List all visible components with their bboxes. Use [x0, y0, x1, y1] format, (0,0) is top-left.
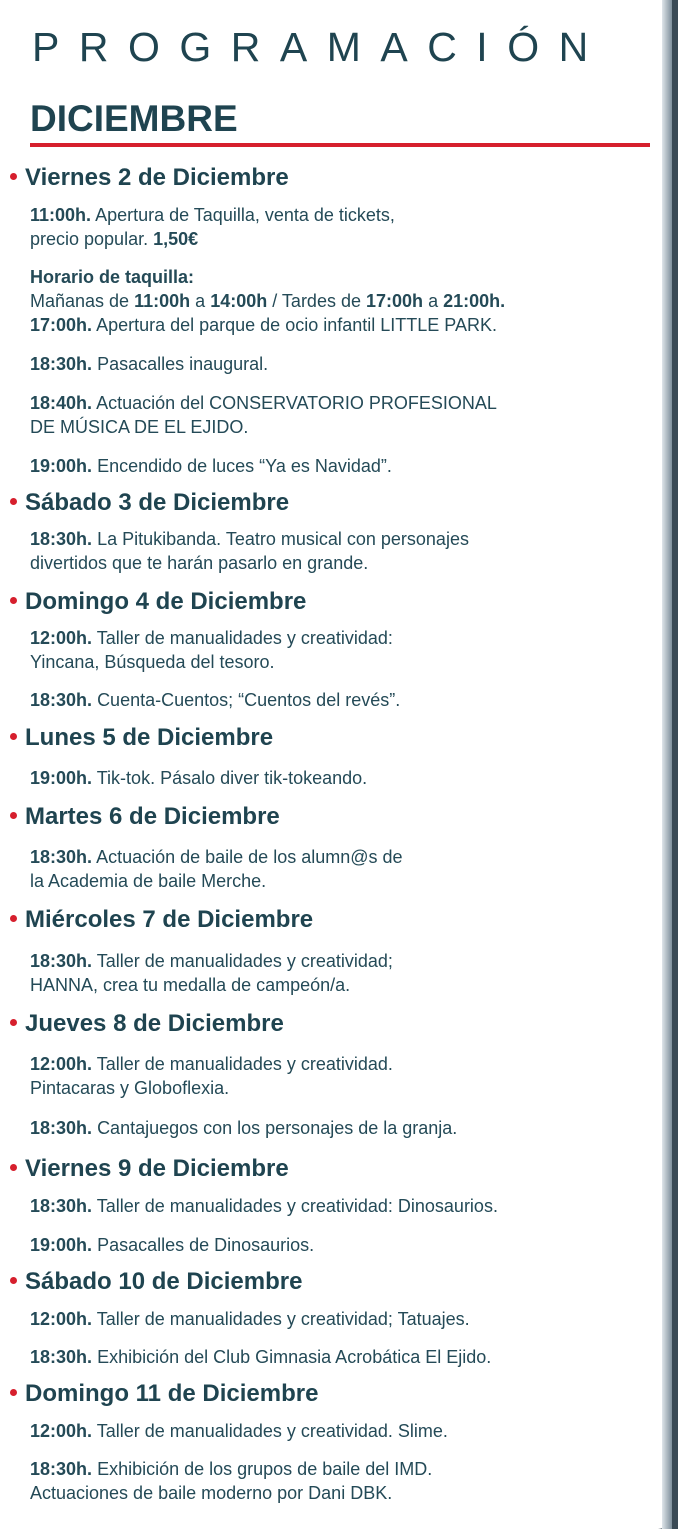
event-text: Apertura del parque de ocio infantil LITTLE PARK.	[96, 315, 497, 335]
event-item	[30, 203, 650, 251]
hours-label: / Tardes de	[272, 291, 361, 311]
day-title: Jueves 8 de Diciembre	[25, 1010, 284, 1037]
event-item	[30, 352, 650, 376]
day-heading	[8, 1155, 658, 1183]
day-title: Sábado 3 de Diciembre	[25, 489, 290, 516]
event-time: 19:00h.	[30, 1235, 93, 1255]
day-title: Martes 6 de Diciembre	[25, 803, 280, 830]
event-text-continued: Actuaciones de baile moderno por Dani DBK.	[30, 1483, 393, 1503]
ticket-hours	[30, 265, 650, 337]
event-item	[30, 527, 650, 575]
bullet-icon	[10, 1164, 17, 1171]
day-title: Miércoles 7 de Diciembre	[25, 906, 314, 933]
event-text-continued: Pintacaras y Globoflexia.	[30, 1078, 230, 1098]
event-text: Actuación de baile de los alumn@s de	[96, 847, 403, 867]
day-title: Sábado 10 de Diciembre	[25, 1268, 303, 1295]
event-time: 18:30h.	[30, 1196, 93, 1216]
day-title: Domingo 11 de Diciembre	[25, 1380, 319, 1407]
event-time: 18:30h.	[30, 1347, 93, 1367]
event-item	[30, 1419, 650, 1443]
event-item	[30, 391, 650, 439]
bullet-icon	[10, 915, 17, 922]
event-text: Pasacalles inaugural.	[97, 354, 269, 374]
hours-time: 14:00h	[210, 291, 268, 311]
hours-time: 17:00h	[366, 291, 424, 311]
event-text: Exhibición del Club Gimnasia Acrobática El Ejido.	[97, 1347, 492, 1367]
hours-connector: a	[428, 291, 439, 311]
bullet-icon	[10, 733, 17, 740]
event-text-continued: divertidos que te harán pasarlo en grande.	[30, 553, 369, 573]
bullet-icon	[10, 812, 17, 819]
event-item	[30, 766, 650, 790]
bullet-icon	[10, 498, 17, 505]
day-title: Lunes 5 de Diciembre	[25, 724, 274, 751]
event-item	[30, 949, 650, 997]
day-title: Viernes 9 de Diciembre	[25, 1155, 289, 1182]
day-heading	[8, 1010, 658, 1038]
hours-time: 21:00h.	[443, 291, 506, 311]
event-item	[30, 1194, 650, 1218]
event-text-continued: la Academia de baile Merche.	[30, 871, 267, 891]
event-text: Taller de manualidades y creatividad;	[96, 951, 393, 971]
day-heading	[8, 724, 658, 752]
event-text: Encendido de luces “Ya es Navidad”.	[97, 456, 392, 476]
event-text-continued: DE MÚSICA DE EL EJIDO.	[30, 417, 249, 437]
event-time: 18:30h.	[30, 529, 93, 549]
event-time: 18:30h.	[30, 1118, 93, 1138]
event-text: Taller de manualidades y creatividad.	[96, 1054, 393, 1074]
event-text: Taller de manualidades y creatividad. Slime.	[96, 1421, 448, 1441]
event-text: Cantajuegos con los personajes de la granja.	[97, 1118, 458, 1138]
event-item	[30, 688, 650, 712]
event-time: 12:00h.	[30, 1054, 93, 1074]
bullet-icon	[10, 597, 17, 604]
event-time: 17:00h.	[30, 315, 93, 335]
event-text: La Pitukibanda. Teatro musical con personajes	[97, 529, 469, 549]
event-item	[30, 1457, 650, 1505]
event-item	[30, 1052, 650, 1100]
bullet-icon	[10, 1277, 17, 1284]
event-time: 18:30h.	[30, 354, 93, 374]
event-time: 18:40h.	[30, 393, 93, 413]
event-item	[30, 845, 650, 893]
bullet-icon	[10, 1019, 17, 1026]
event-text: Taller de manualidades y creatividad: Dinosaurios.	[96, 1196, 498, 1216]
ticket-price: 1,50€	[153, 229, 199, 249]
day-heading	[8, 803, 658, 831]
day-heading	[8, 164, 658, 192]
event-time: 12:00h.	[30, 1309, 93, 1329]
page-edge	[662, 0, 672, 1529]
bullet-icon	[10, 1389, 17, 1396]
day-title: Domingo 4 de Diciembre	[25, 588, 307, 615]
hours-connector: a	[195, 291, 206, 311]
event-time: 18:30h.	[30, 690, 93, 710]
day-title: Viernes 2 de Diciembre	[25, 164, 289, 191]
event-text: Tik-tok. Pásalo diver tik-tokeando.	[96, 768, 368, 788]
heading-divider	[30, 143, 650, 147]
event-text: Exhibición de los grupos de baile del IMD.	[97, 1459, 433, 1479]
ticket-hours-heading: Horario de taquilla:	[30, 267, 195, 287]
month-heading: DICIEMBRE	[30, 98, 238, 139]
day-heading	[8, 588, 658, 616]
event-text-continued: precio popular.	[30, 229, 149, 249]
event-time: 12:00h.	[30, 1421, 93, 1441]
event-item	[30, 1116, 650, 1140]
day-heading	[8, 1268, 658, 1296]
event-item	[30, 1345, 650, 1369]
event-text: Apertura de Taquilla, venta de tickets,	[95, 205, 395, 225]
event-time: 12:00h.	[30, 628, 93, 648]
event-time: 11:00h.	[30, 205, 92, 225]
event-time: 18:30h.	[30, 951, 93, 971]
event-text-continued: Yincana, Búsqueda del tesoro.	[30, 652, 275, 672]
day-heading	[8, 1380, 658, 1408]
event-time: 18:30h.	[30, 847, 93, 867]
event-time: 19:00h.	[30, 768, 93, 788]
event-time: 18:30h.	[30, 1459, 93, 1479]
day-heading	[8, 489, 658, 517]
event-text: Taller de manualidades y creatividad; Tatuajes.	[96, 1309, 470, 1329]
event-item	[30, 454, 650, 478]
hours-label: Mañanas de	[30, 291, 130, 311]
day-heading	[8, 906, 658, 934]
event-text: Cuenta-Cuentos; “Cuentos del revés”.	[97, 690, 401, 710]
event-item	[30, 1233, 650, 1257]
event-text: Actuación del CONSERVATORIO PROFESIONAL	[96, 393, 497, 413]
event-text-continued: HANNA, crea tu medalla de campeón/a.	[30, 975, 351, 995]
bullet-icon	[10, 173, 17, 180]
event-item	[30, 1307, 650, 1331]
page-title: PROGRAMACIÓN	[32, 24, 608, 70]
event-text: Pasacalles de Dinosaurios.	[97, 1235, 315, 1255]
event-text: Taller de manualidades y creatividad:	[96, 628, 393, 648]
event-time: 19:00h.	[30, 456, 93, 476]
event-item	[30, 626, 650, 674]
hours-time: 11:00h	[134, 291, 191, 311]
